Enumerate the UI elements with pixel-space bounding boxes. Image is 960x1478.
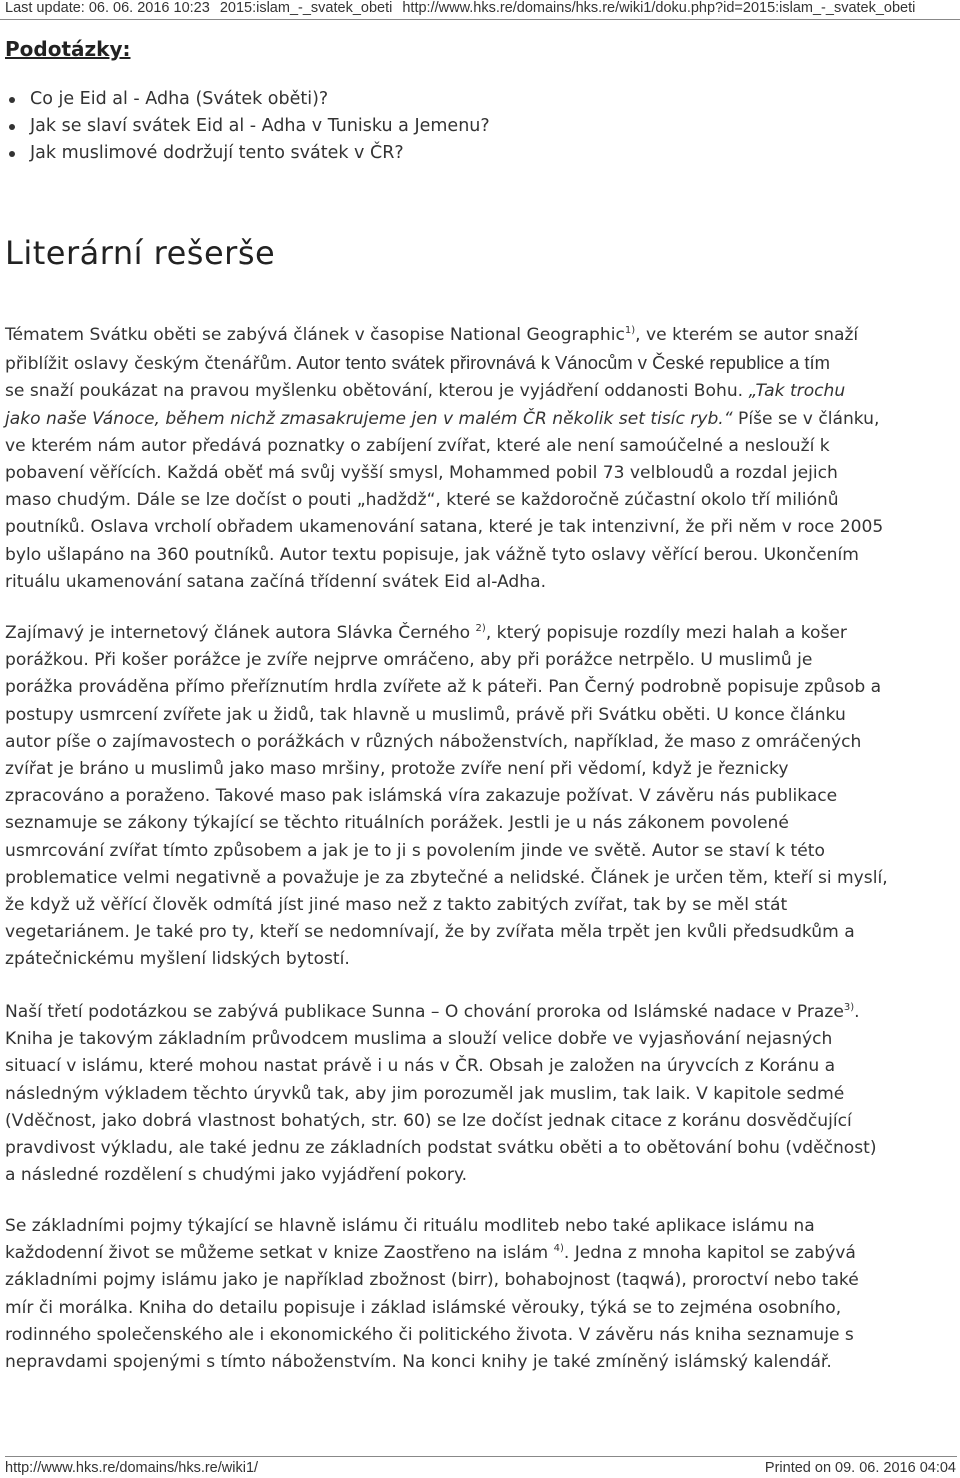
last-update: Last update: 06. 06. 2016 10:23: [5, 0, 210, 16]
quote: jako naše Vánoce, během nichž zmasakrujeme jen v malém ČR několik set tisíc ryb.“: [5, 408, 733, 429]
list-item: Jak muslimové dodržují tento svátek v ČR?: [0, 140, 490, 167]
paragraph-sunna: Naší třetí podotázkou se zabývá publikace Sunna – O chování proroka od Islámské nadace v Praze$^{3)}$. Kniha je takovým základním průvodcem muslima a slouží velice dobře ve vyjasňování nejasných situací v islámu, které mohou nastat právě i u nás v ČR. Obsah je založen na úryvcích z Koránu a následným výkladem těchto úryvků tak, aby jim porozuměl jak muslim, tak laik. V kapitole sedmé (Vděčnost, jako dobrá vlastnost bohatých, str. 60) se lze dočíst jednak citace z koránu dosvědčující pravdivost výkladu, ale také jednu ze základních podstat svátku oběti a to obětování bohu (vděčnost) a následné rozdělení s chudými jako vyjádření pokory.: [5, 1002, 877, 1186]
page-footer: [0, 1459, 960, 1478]
footnote-ref-2[interactable]: 2): [475, 623, 486, 634]
subquestions-heading: Podotázky:: [5, 37, 131, 61]
page-id: 2015:islam_-_svatek_obeti: [219, 0, 393, 16]
page-header: [0, 0, 960, 20]
list-item: Jak se slaví svátek Eid al - Adha v Tunisku a Jemenu?: [0, 113, 490, 140]
footer-url[interactable]: http://www.hks.re/domains/hks.re/wiki1/: [5, 1460, 259, 1476]
footer-divider: [5, 1456, 957, 1457]
footnote-ref-4[interactable]: 4): [553, 1243, 564, 1255]
paragraph-cerny-article: Zajímavý je internetový článek autora Slávka Černého $^{2)}$, který popisuje rozdíly mezi halah a košer porážkou. Při košer porážce je zvíře nejprve omráčeno, aby při porážce netrpělo. U muslimů je porážka prováděna přímo přeříznutím hrdla zvířete až k páteři. Pan Černý podrobně popisuje způsob a postupy usmrcení zvířete jak u židů, tak hlavně u muslimů, právě při Svátku oběti. U konce článku autor píše o zajímavostech o porážkách v různých náboženstvích, například, že maso z omráčených zvířat je bráno u muslimů jako maso mršiny, protože zvíře není při vědomí, když je řeznicky zpracováno a poraženo. Takové maso pak islámská víra zakazuje požívat. V závěru nás publikace seznamuje se zákony týkající se těchto rituálních porážek. Jestli je u nás zákonem povolené usmrcování zvířat tímto způsobem a jak je to ji s povolením jinde ve světě. Autor se staví k této problematice velmi negativně a považuje je za zbytečné a nelidské. Článek je určen těm, kteří si myslí, že když už věřící člověk odmítá jíst jiné maso než z takto zabitých zvířat, tak by se měl stát vegetariánem. Je také pro ty, kteří se nedomnívají, že by zvířata měla trpět jen kvůli předsudkům a zpátečnickému myšlení lidských bytostí.: [5, 623, 888, 970]
list-item: Co je Eid al - Adha (Svátek oběti)?: [0, 86, 490, 113]
subquestions-list: [0, 86, 490, 167]
printed-date: Printed on 09. 06. 2016 04:04: [764, 1460, 956, 1476]
paragraph-zaostreno: Se základními pojmy týkající se hlavně islámu či rituálu modliteb nebo také aplikace islámu na každodenní život se můžeme setkat v knize Zaostřeno na islám $^{4)}$. Jedna z mnoha kapitol se zabývá základními pojmy islámu jako je například zbožnost (birr), bohabojnost (taqwá), proroctví nebo také mír či morálka. Kniha do detailu popisuje i základ islámské věrouky, týká se to zejména osobního, rodinného společenského ale i ekonomického či politického života. V závěru nás kniha seznamuje s nepravdami spojenými s tímto náboženstvím. Na konci knihy je také zmíněný islámský kalendář.: [5, 1216, 859, 1373]
quote: „Tak trochu: [743, 381, 846, 402]
footnote-ref-3[interactable]: 3): [843, 1002, 855, 1013]
section-title: Literární rešerše: [5, 234, 276, 272]
page-url[interactable]: http://www.hks.re/domains/hks.re/wiki1/doku.php?id=2015:islam_-_svatek_obeti: [402, 0, 916, 16]
paragraph-national-geographic: Tématem Svátku oběti se zabývá článek v časopise National Geographic$^{1)}$, ve kterém se autor snaží přiblížit oslavy českým čtenářům. Autor tento svátek přirovnává k Vánocům v České republice a tím se snaží poukázat na pravou myšlenku obětování, kterou je vyjádření oddanosti Bohu. „Tak trochu jako naše Vánoce, během nichž zmasakrujeme jen v malém ČR několik set tisíc ryb.“ Píše se v článku, ve kterém nám autor předává poznatky o zabíjení zvířat, které ale není samoúčelné a neslouží k pobavení věřících. Každá oběť má svůj vyšší smysl, Mohammed pobil 73 velbloudů a rozdal jejich maso chudým. Dále se lze dočíst o pouti „hadždž“, které se každoročně zúčastní okolo tří miliónů poutníků. Oslava vrcholí obřadem ukamenování satana, které je tak intenzivní, že při něm v roce 2005 bylo ušlapáno na 360 poutníků. Autor textu popisuje, jak vážně tyto oslavy věřící berou. Ukončením rituálu ukamenování satana začíná třídenní svátek Eid al-Adha.: [5, 325, 884, 592]
footnote-ref-1[interactable]: 1): [624, 325, 636, 336]
